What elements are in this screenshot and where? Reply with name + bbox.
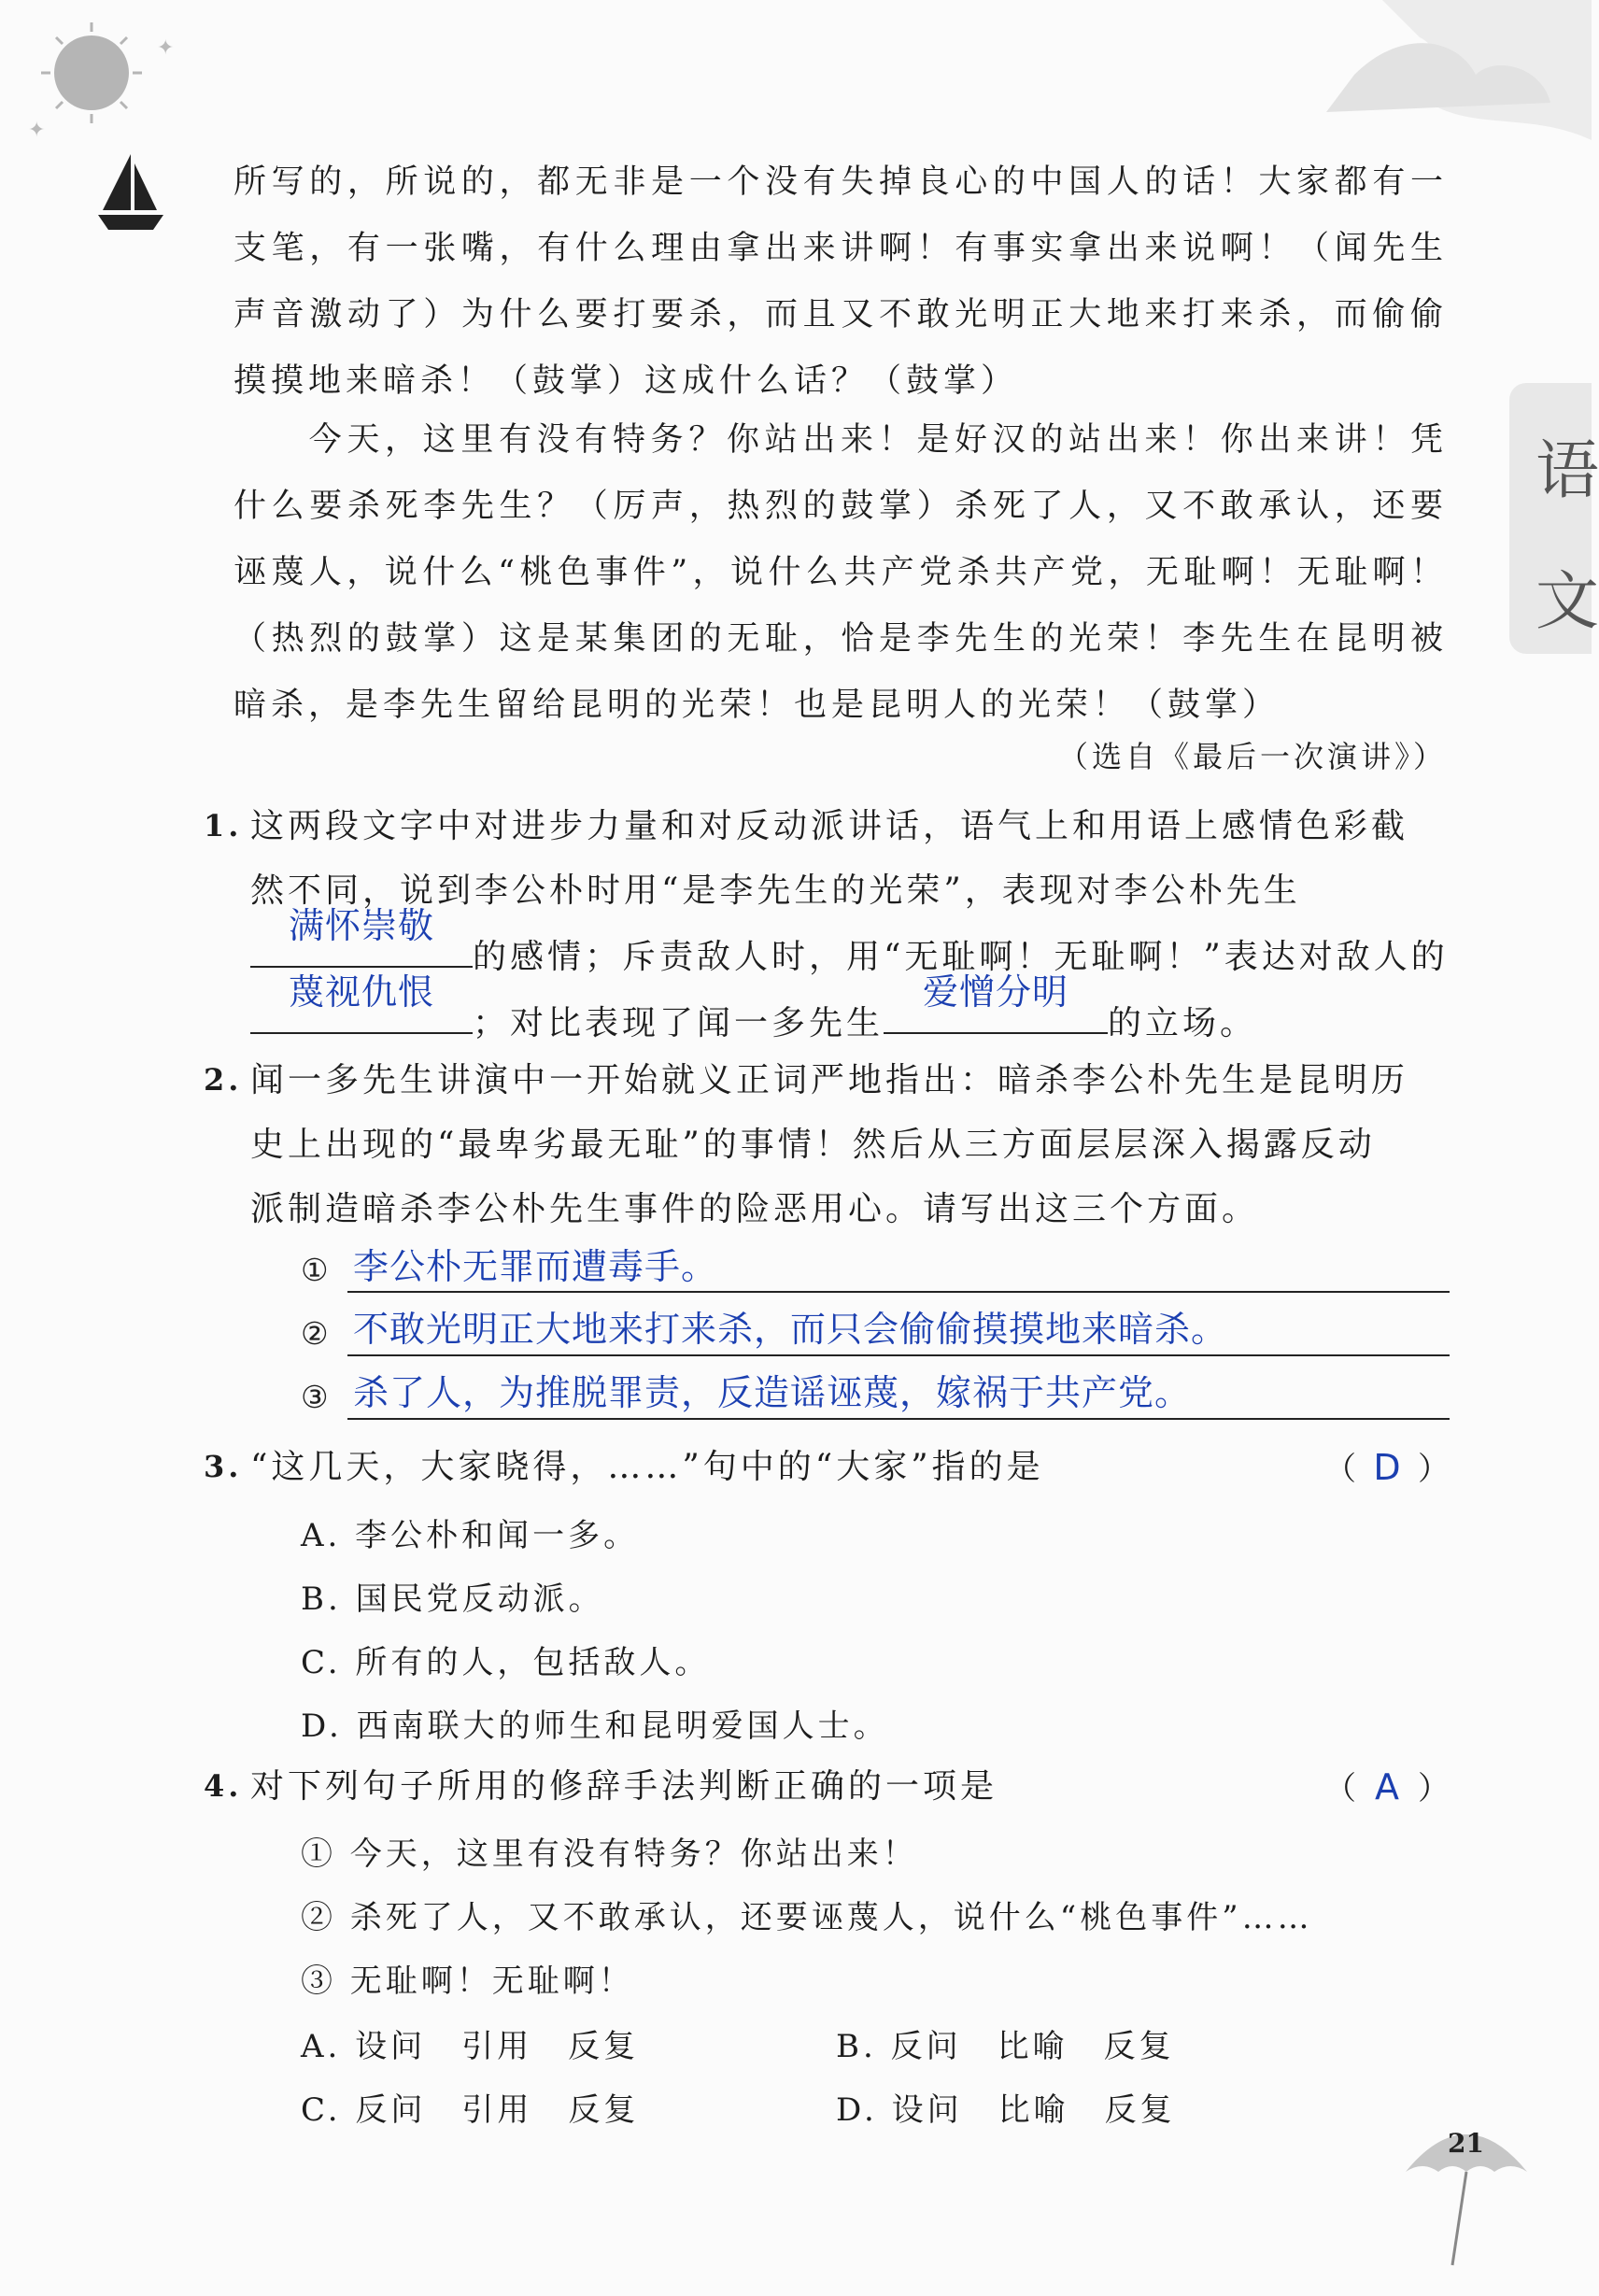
- answer-mark-3: ③: [301, 1379, 329, 1415]
- page-number: 21: [1448, 2128, 1484, 2159]
- sun-icon: [17, 17, 176, 142]
- option-d: D. 设问 比喻 反复: [836, 2091, 1176, 2129]
- passage-source: （选自《最后一次演讲》）: [1057, 739, 1447, 774]
- question-2-line-2: 史上出现的“最卑劣最无耻”的事情！然后从三方面层层深入揭露反动: [250, 1126, 1376, 1164]
- answer-mark-1: ①: [301, 1252, 329, 1288]
- question-number: 1.: [204, 808, 243, 843]
- answer-mark-2: ②: [301, 1315, 329, 1352]
- question-2-line-1: 闻一多先生讲演中一开始就义正词严地指出：暗杀李公朴先生是昆明历: [250, 1061, 1409, 1099]
- passage-paragraph-1: 所写的，所说的，都无非是一个没有失掉良心的中国人的话！大家都有一支笔，有一张嘴，有什么理由拿出来讲啊！有事实拿出来说啊！（闻先生声音激动了）为什么要打要杀，而且又不敢光明正大地来打来杀，而偷偷摸摸地来暗杀！（鼓掌）这成什么话？（鼓掌）: [233, 163, 1448, 400]
- answer-blank-2[interactable]: [250, 971, 473, 1034]
- sailboat-icon: [93, 149, 168, 234]
- answer-line-2-text: 不敢光明正大地来打来杀，而只会偷偷摸摸地来暗杀。: [353, 1309, 1228, 1350]
- question-4: [204, 1754, 1450, 1819]
- question-1-line-4-text: ；对比表现了闻一多先生: [473, 1004, 884, 1042]
- option-c: C. 反问 引用 反复: [301, 2091, 640, 2129]
- side-tab-char-1: 语: [1535, 434, 1599, 508]
- answer-line-2[interactable]: [347, 1354, 1450, 1356]
- header-decoration: [0, 0, 1592, 149]
- option-b: B. 国民党反动派。: [301, 1580, 604, 1618]
- svg-text:✦: ✦: [28, 119, 46, 142]
- question-number: 3.: [204, 1449, 243, 1484]
- answer-line-3-text: 杀了人，为推脱罪责，反造谣诬蔑，嫁祸于共产党。: [353, 1372, 1192, 1413]
- option-b: B. 反问 比喻 反复: [836, 2028, 1175, 2065]
- answer-paren-3[interactable]: （ D ）: [1324, 1447, 1450, 1488]
- answer-line-1[interactable]: [347, 1291, 1450, 1293]
- answer-choice-3: D: [1373, 1447, 1401, 1488]
- answer-blank-3[interactable]: [884, 971, 1108, 1034]
- sentence-3: ③ 无耻啊！无耻啊！: [301, 1963, 634, 2000]
- sentence-2: ② 杀死了人，又不敢承认，还要诬蔑人，说什么“桃色事件”……: [301, 1899, 1313, 1936]
- answer-choice-4: A: [1375, 1766, 1399, 1807]
- answer-text-1: 满怀崇敬: [288, 905, 434, 946]
- question-3: [204, 1435, 1450, 1499]
- question-2: [204, 1048, 1450, 1241]
- question-2-line-3: 派制造暗杀李公朴先生事件的险恶用心。请写出这三个方面。: [250, 1190, 1260, 1228]
- option-d: D. 西南联大的师生和昆明爱国人士。: [301, 1708, 889, 1745]
- question-3-stem: “这几天，大家晓得，……”句中的“大家”指的是: [250, 1448, 1044, 1486]
- question-number: 4.: [204, 1768, 243, 1804]
- question-1-line-1: 这两段文字中对进步力量和对反动派讲话，语气上和用语上感情色彩截: [250, 807, 1409, 845]
- passage-paragraph-2-text: 今天，这里有没有特务？你站出来！是好汉的站出来！你出来讲！凭什么要杀死李先生？（厉声，热烈的鼓掌）杀死了人，又不敢承认，还要诬蔑人，说什么“桃色事件”，说什么共产党杀共产党，无耻啊！无耻啊！（热烈的鼓掌）这是某集团的无耻，恰是李先生的光荣！李先生在昆明被暗杀，是李先生留给昆明的光荣！也是昆明人的光荣！（鼓掌）: [233, 421, 1448, 724]
- answer-line-3[interactable]: [347, 1418, 1450, 1420]
- question-1-line-3-text: 的感情；斥责敌人时，用“无耻啊！无耻啊！”表达对敌人的: [473, 938, 1449, 976]
- passage-paragraph-2: [233, 407, 1448, 739]
- question-1-line-2: 然不同，说到李公朴时用“是李先生的光荣”，表现对李公朴先生: [250, 872, 1301, 910]
- option-a: A. 设问 引用 反复: [301, 2028, 640, 2065]
- answer-line-1-text: 李公朴无罪而遭毒手。: [353, 1246, 718, 1287]
- question-1-line-4: [250, 971, 1450, 1056]
- subject-side-tab: [1509, 383, 1599, 654]
- answer-text-3: 爱憎分明: [923, 971, 1069, 1013]
- option-c: C. 所有的人，包括敌人。: [301, 1644, 711, 1681]
- answer-paren-4[interactable]: （ A ）: [1324, 1766, 1450, 1807]
- svg-text:✦: ✦: [157, 36, 175, 60]
- question-1: [204, 794, 1450, 1056]
- answer-text-2: 蔑视仇恨: [288, 971, 434, 1013]
- question-number: 2.: [204, 1062, 243, 1098]
- question-1-line-4-end: 的立场。: [1108, 1004, 1258, 1042]
- option-a: A. 李公朴和闻一多。: [301, 1517, 640, 1554]
- side-tab-char-2: 文: [1535, 565, 1599, 639]
- sentence-1: ① 今天，这里有没有特务？你站出来！: [301, 1835, 918, 1873]
- question-4-stem: 对下列句子所用的修辞手法判断正确的一项是: [250, 1767, 998, 1806]
